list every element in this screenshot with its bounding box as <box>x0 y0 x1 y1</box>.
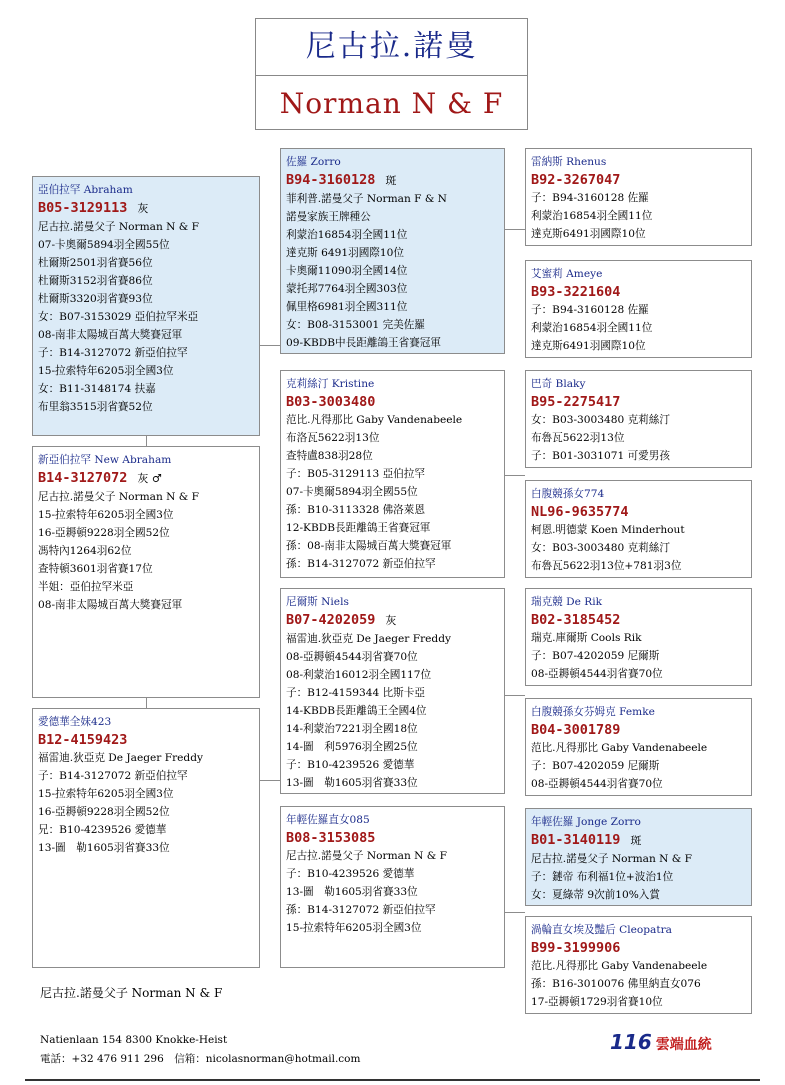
pedigree-title <box>255 18 528 130</box>
connector-line <box>505 695 525 696</box>
pigeon-name: 愛德華全妹423 <box>38 716 112 728</box>
ring-number: B07-4202059 灰 <box>286 612 397 628</box>
title-english: Norman N & F <box>279 87 504 120</box>
pigeon-details: 子：B94-3160128 佐羅 利蒙治16854羽全國11位 達克斯6491羽國際10位 <box>531 192 653 240</box>
pigeon-name: 巴奇 Blaky <box>531 378 586 390</box>
sire-card[interactable] <box>32 176 260 436</box>
brand-logo <box>610 1030 712 1054</box>
color-sex: 斑 <box>385 174 397 187</box>
pigeon-details: 范比.凡得那比 Gaby Vandenabeele 孫：B16-3010076 佛里納直女076 17-亞耨頓1729羽省賽10位 <box>531 960 708 1008</box>
ring-number: B01-3140119 斑 <box>531 832 642 848</box>
connector-line <box>505 229 525 230</box>
ring-number: B08-3153085 <box>286 830 376 846</box>
ring-number: B93-3221604 <box>531 284 621 300</box>
ring-number: B95-2275417 <box>531 394 621 410</box>
ddd-card[interactable] <box>525 916 752 1014</box>
pigeon-details: 子：B94-3160128 佐羅 利蒙治16854羽全國11位 達克斯6491羽國際10位 <box>531 304 653 352</box>
ring-number: B14-3127072 灰 ♂ <box>38 470 162 486</box>
logo-number: 116 <box>610 1030 652 1054</box>
dss-card[interactable] <box>525 588 752 686</box>
owner-contact: 電話：+32 476 911 296 信箱：nicolasnorman@hotmail.com <box>40 1053 361 1065</box>
sdd-card[interactable] <box>525 480 752 578</box>
ring-number: NL96-9635774 <box>531 504 629 520</box>
connector-line <box>260 345 280 346</box>
pigeon-name: 年輕佐羅 Jonge Zorro <box>531 816 641 828</box>
connector-line <box>505 475 525 476</box>
connector-line <box>146 436 147 446</box>
pigeon-name: 佐羅 Zorro <box>286 156 341 168</box>
color-sex: 灰 <box>385 614 397 627</box>
color-sex: 灰 <box>137 202 149 215</box>
pigeon-name: 渦輪直女埃及豔后 Cleopatra <box>531 924 672 936</box>
pigeon-name: 年輕佐羅直女085 <box>286 814 370 826</box>
dam-card[interactable] <box>32 708 260 968</box>
logo-text: 雲端血統 <box>655 1037 712 1053</box>
ring-number: B92-3267047 <box>531 172 621 188</box>
pigeon-details: 尼古拉.諾曼父子 Norman N & F 子：B10-4239526 愛德華 13-圖 勒1605羽省賽33位 孫：B14-3127072 新亞伯拉罕 15-拉索特年6205羽全國3位 <box>286 850 447 934</box>
pigeon-name: 白腹競孫女774 <box>531 488 605 500</box>
ring-number: B04-3001789 <box>531 722 621 738</box>
pigeon-name: 白腹競孫女芬姆克 Femke <box>531 706 655 718</box>
color-sex: 斑 <box>630 834 642 847</box>
pigeon-details: 女：B03-3003480 克莉絲汀 布魯瓦5622羽13位 子：B01-3031071 可愛男孩 <box>531 414 670 462</box>
pigeon-name: 亞伯拉罕 Abraham <box>38 184 133 196</box>
ssd-card[interactable] <box>525 260 752 358</box>
pigeon-details: 福雷迪.狄亞克 De Jaeger Freddy 子：B14-3127072 新亞伯拉罕 15-拉索特年6205羽全國3位 16-亞耨頓9228羽全國52位 兄：B10-4239526 愛德華 13-圖 勒1605羽省賽33位 <box>38 752 203 854</box>
connector-line <box>505 912 525 913</box>
ring-number: B05-3129113 灰 <box>38 200 149 216</box>
sds-card[interactable] <box>525 370 752 468</box>
subject-card[interactable] <box>32 446 260 698</box>
color-sex: 灰 ♂ <box>137 472 162 485</box>
sire-sire-card[interactable] <box>280 148 505 354</box>
ring-number: B02-3185452 <box>531 612 621 628</box>
dsd-card[interactable] <box>525 698 752 796</box>
ring-number: B12-4159423 <box>38 732 128 748</box>
pigeon-details: 尼古拉.諾曼父子 Norman N & F 子：鏈帝 布利福1位+波治1位 女：夏綠蒂 9次前10%入賞 <box>531 853 692 901</box>
pigeon-details: 福雷迪.狄亞克 De Jaeger Freddy 08-亞耨頓4544羽省賽70位 08-利蒙治16012羽全國117位 子：B12-4159344 比斯卡亞 14-KBDB長距離鴿王全國4位 14-利蒙治7221羽全國18位 14-圖 利5976羽全國25位 子：B10-4239526 愛德華 13-圖 勒1605羽省賽33位 <box>286 633 451 789</box>
pigeon-details: 范比.凡得那比 Gaby Vandenabeele 布洛瓦5622羽13位 查特盧838羽28位 子：B05-3129113 亞伯拉罕 07-卡奧爾5894羽全國55位 孫：B10-3113328 佛洛萊恩 12-KBDB長距離鴿王省賽冠軍 孫：08-南非太陽城百萬大獎賽冠軍 孫：B14-3127072 新亞伯拉罕 <box>286 414 463 570</box>
dam-sire-card[interactable] <box>280 588 505 794</box>
pigeon-details: 柯恩.明德蒙 Koen Minderhout 女：B03-3003480 克莉絲汀 布魯瓦5622羽13位+781羽3位 <box>531 524 685 572</box>
dds-card[interactable] <box>525 808 752 906</box>
footer-divider <box>25 1079 760 1081</box>
pigeon-name: 瑞克競 De Rik <box>531 596 603 608</box>
pigeon-name: 新亞伯拉罕 New Abraham <box>38 454 172 466</box>
owner-name: 尼古拉.諾曼父子 Norman N & F <box>40 986 223 1000</box>
pigeon-details: 瑞克.庫爾斯 Cools Rik 子：B07-4202059 尼爾斯 08-亞耨頓4544羽省賽70位 <box>531 632 663 680</box>
title-chinese: 尼古拉.諾曼 <box>256 19 527 76</box>
connector-line <box>146 698 147 708</box>
ring-number: B94-3160128 斑 <box>286 172 397 188</box>
pigeon-details: 范比.凡得那比 Gaby Vandenabeele 子：B07-4202059 尼爾斯 08-亞耨頓4544羽省賽70位 <box>531 742 708 790</box>
pigeon-name: 尼爾斯 Niels <box>286 596 349 608</box>
pigeon-details: 菲利普.諾曼父子 Norman F & N 諾曼家族王牌種公 利蒙治16854羽全國11位 達克斯 6491羽國際10位 卡奧爾11090羽全國14位 蒙托邦7764羽全國303位 佩里格6981羽全國311位 女：B08-3153001 完美佐羅 09-KBDB中長距離鴿王省賽冠軍 <box>286 193 447 349</box>
owner-address: Natienlaan 154 8300 Knokke-Heist <box>40 1034 228 1046</box>
dam-dam-card[interactable] <box>280 806 505 968</box>
sire-dam-card[interactable] <box>280 370 505 578</box>
pigeon-details: 尼古拉.諾曼父子 Norman N & F 15-拉索特年6205羽全國3位 16-亞耨頓9228羽全國52位 馮特內1264羽62位 查特頓3601羽省賽17位 半姐：亞伯拉罕米亞 08-南非太陽城百萬大獎賽冠軍 <box>38 491 199 611</box>
pigeon-name: 克莉絲汀 Kristine <box>286 378 375 390</box>
pigeon-name: 雷納斯 Rhenus <box>531 156 607 168</box>
ring-number: B99-3199906 <box>531 940 621 956</box>
connector-line <box>260 780 280 781</box>
ring-number: B03-3003480 <box>286 394 376 410</box>
pigeon-details: 尼古拉.諾曼父子 Norman N & F 07-卡奧爾5894羽全國55位 杜爾斯2501羽省賽56位 杜爾斯3152羽省賽86位 杜爾斯3320羽省賽93位 女：B07-3153029 亞伯拉罕米亞 08-南非太陽城百萬大獎賽冠軍 子：B14-3127072 新亞伯拉罕 15-拉索特年6205羽全國3位 女：B11-3148174 扶嘉 布里翁3515羽省賽52位 <box>38 221 199 413</box>
sss-card[interactable] <box>525 148 752 246</box>
pigeon-name: 艾蜜莉 Ameye <box>531 268 603 280</box>
